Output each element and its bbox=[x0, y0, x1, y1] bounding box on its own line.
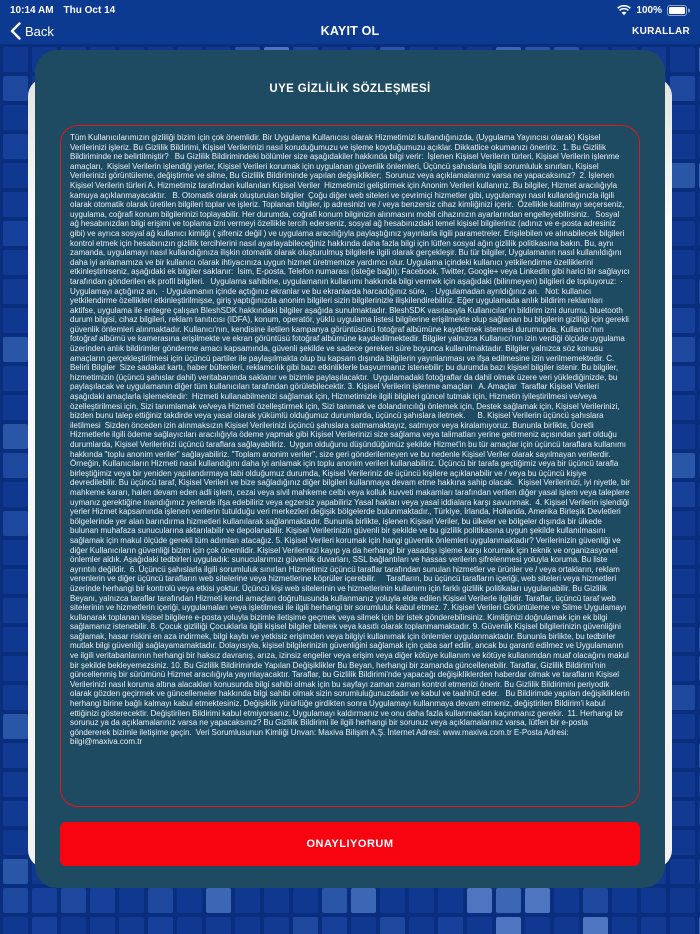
mosaic-tile bbox=[554, 888, 579, 913]
mosaic-tile bbox=[32, 917, 57, 934]
battery-icon bbox=[667, 5, 690, 16]
mosaic-tile bbox=[670, 105, 695, 130]
mosaic-tile bbox=[525, 917, 550, 934]
mosaic-tile bbox=[3, 221, 28, 246]
mosaic-tile bbox=[3, 627, 28, 652]
mosaic-tile bbox=[641, 917, 666, 934]
mosaic-tile bbox=[177, 917, 202, 934]
mosaic-tile bbox=[3, 511, 28, 536]
mosaic-tile bbox=[3, 366, 28, 391]
mosaic-tile bbox=[3, 714, 28, 739]
mosaic-tile bbox=[380, 917, 405, 934]
mosaic-tile bbox=[3, 47, 28, 72]
agreement-scroll-area[interactable] bbox=[60, 125, 640, 807]
mosaic-tile bbox=[438, 917, 463, 934]
mosaic-tile bbox=[525, 888, 550, 913]
mosaic-tile bbox=[3, 424, 28, 449]
mosaic-tile bbox=[3, 105, 28, 130]
mosaic-tile bbox=[119, 917, 144, 934]
mosaic-tile bbox=[3, 192, 28, 217]
mosaic-tile bbox=[670, 453, 695, 478]
mosaic-tile bbox=[90, 917, 115, 934]
chevron-left-icon bbox=[10, 22, 21, 40]
mosaic-tile bbox=[3, 685, 28, 710]
mosaic-tile bbox=[206, 917, 231, 934]
mosaic-tile bbox=[670, 163, 695, 188]
mosaic-tile bbox=[3, 250, 28, 275]
mosaic-tile bbox=[3, 859, 28, 884]
mosaic-tile bbox=[148, 917, 173, 934]
mosaic-tile bbox=[293, 917, 318, 934]
mosaic-tile bbox=[293, 888, 318, 913]
mosaic-tile bbox=[670, 772, 695, 797]
header bbox=[0, 0, 700, 44]
mosaic-tile bbox=[3, 830, 28, 855]
mosaic-tile bbox=[670, 482, 695, 507]
mosaic-tile bbox=[496, 917, 521, 934]
mosaic-tile bbox=[467, 917, 492, 934]
mosaic-tile bbox=[206, 888, 231, 913]
mosaic-tile bbox=[3, 482, 28, 507]
mosaic-tile bbox=[3, 134, 28, 159]
mosaic-tile bbox=[583, 917, 608, 934]
mosaic-tile bbox=[90, 888, 115, 913]
agreement-title: UYE GİZLİLİK SÖZLEŞMESİ bbox=[269, 83, 431, 95]
mosaic-tile bbox=[670, 250, 695, 275]
mosaic-tile bbox=[3, 917, 28, 934]
mosaic-tile bbox=[612, 917, 637, 934]
mosaic-tile bbox=[61, 888, 86, 913]
mosaic-tile bbox=[670, 714, 695, 739]
mosaic-tile bbox=[3, 540, 28, 565]
mosaic-tile bbox=[612, 888, 637, 913]
mosaic-tile bbox=[3, 772, 28, 797]
mosaic-tile bbox=[496, 888, 521, 913]
mosaic-tile bbox=[670, 192, 695, 217]
mosaic-tile bbox=[3, 279, 28, 304]
mosaic-tile bbox=[264, 917, 289, 934]
mosaic-tile bbox=[3, 76, 28, 101]
mosaic-tile bbox=[670, 424, 695, 449]
mosaic-tile bbox=[670, 308, 695, 333]
mosaic-tile bbox=[670, 134, 695, 159]
mosaic-tile bbox=[554, 917, 579, 934]
mosaic-tile bbox=[670, 540, 695, 565]
mosaic-tile bbox=[583, 888, 608, 913]
battery-percent: 100% bbox=[636, 4, 662, 16]
mosaic-tile bbox=[641, 888, 666, 913]
mosaic-tile bbox=[670, 743, 695, 768]
mosaic-tile bbox=[3, 656, 28, 681]
status-time: 10:14 AM bbox=[10, 4, 54, 16]
mosaic-tile bbox=[670, 47, 695, 72]
mosaic-tile bbox=[670, 337, 695, 362]
mosaic-tile bbox=[670, 656, 695, 681]
mosaic-tile bbox=[670, 395, 695, 420]
mosaic-tile bbox=[322, 888, 347, 913]
mosaic-tile bbox=[670, 76, 695, 101]
mosaic-tile bbox=[322, 917, 347, 934]
rules-button[interactable]: KURALLAR bbox=[632, 25, 690, 37]
mosaic-tile bbox=[670, 569, 695, 594]
mosaic-tile bbox=[119, 888, 144, 913]
mosaic-tile bbox=[467, 888, 492, 913]
mosaic-tile bbox=[409, 917, 434, 934]
back-button[interactable] bbox=[10, 22, 54, 40]
mosaic-tile bbox=[3, 801, 28, 826]
mosaic-tile bbox=[670, 685, 695, 710]
mosaic-tile bbox=[3, 598, 28, 623]
mosaic-tile bbox=[438, 888, 463, 913]
mosaic-tile bbox=[3, 163, 28, 188]
mosaic-tile bbox=[351, 917, 376, 934]
mosaic-tile bbox=[670, 801, 695, 826]
mosaic-tile bbox=[61, 917, 86, 934]
mosaic-tile bbox=[3, 337, 28, 362]
page-title: KAYIT OL bbox=[320, 24, 380, 38]
mosaic-tile bbox=[3, 395, 28, 420]
mosaic-tile bbox=[670, 888, 695, 913]
mosaic-tile bbox=[3, 569, 28, 594]
privacy-agreement-panel bbox=[35, 50, 665, 888]
status-date: Thu Oct 14 bbox=[63, 4, 116, 16]
mosaic-tile bbox=[148, 888, 173, 913]
approve-button[interactable]: ONAYLIYORUM bbox=[60, 822, 640, 866]
mosaic-tile bbox=[351, 888, 376, 913]
mosaic-tile bbox=[264, 888, 289, 913]
mosaic-tile bbox=[177, 888, 202, 913]
mosaic-tile bbox=[235, 917, 260, 934]
mosaic-tile bbox=[670, 830, 695, 855]
agreement-text: Tüm Kullanıcılarımızın gizliliği bizim için çok önemlidir. Bir Uygulama Kullanıcısı olarak Hizmetimizi kullandığınızda, (Uygulama Yayıncısı olarak) Kişisel Verilerinizi işleriz. Bu Gizlilik Bildirimi, Kişisel Verilerinizi nasıl koruduğumuzu ve işleme koyduğumuzu açıklar. Dikkatlice okumanızı öneririz. 1. Bu Gizlilik Bildiriminde ne belirtilmiştir? Bu Gizlilik Bildirimindeki bölümler size aşağıdakiler hakkında bilgi verir: İşlenen Kişisel Verilerin türleri, Kişisel Verilerin işlenme amaçları, Kişisel Verilerin işlendiği yerler, Kişisel Verileri korumak için uygulanan güvenlik önlemleri, Üçüncü şahıslarla ilgili sorumluluk sınırları, Kişisel Verilerinizi görüntüleme, değiştirme ve silme, Bu Gizlilik Bildiriminde yapılan değişiklikler; Sorunuz veya açıklamalarınız varsa ne yapacaksınız? 2. İşlenen Kişisel Verilerin türleri A. Hizmetimiz tarafından kullanılan Kişisel Veriler Hizmetimizi geliştirmek için Anonim Verileri kullanırız. Bu bilgiler, Hizmet aracılığıyla kamuya açıklanmayacaktır. B. Otomatik olarak oluşturulan bilgiler Çoğu diğer web siteleri ve çevrimiçi hizmetler gibi, uygulamayı nasıl kullandığınızla ilgili olarak otomatik olarak üretilen bilgileri toplar ve işleriz. Toplanan bilgiler, ip adresinizi ve / veya benzersiz cihaz kimliğinizi içerir. Özellikle katılmayı seçerseniz, uygulama, coğrafi konum bilgilerinizi toplayabilir. Her durumda, coğrafi konum bilginizin alınmasını mobil cihazınızın ayarlarından engelleyebilirsiniz. Sosyal ağ hesabınızdan bilgi erişimi ve toplama izni vermeyi özellikle tercih ederseniz, sosyal ağ hesabınızdaki temel kişisel bilgileriniz (adınız ve e-posta adresiniz gibi) ve ayrıca sosyal ağ kullanıcı kimliği ( şifreniz değil ) ve uygulama aracılığıyla paylaştığınız yayınlarla ilgili parametreler. Erişilebilen ve alınabilecek bilgileri kontrol etmek için hesabınızın gizlilik tercihlerini nasıl ayarlayabileceğiniz hakkında daha fazla bilgi için lütfen sosyal ağın gizlilik politikasına bakın. Bu, aynı zamanda, uygulamayı nasıl kullandığınıza ilişkin otomatik olarak oluşturulmuş bilgilerle ilgili olarak gerçekleşir. Bu tür bilgiler, Uygulamanın nasıl kullanıldığını daha iyi anlamamıza ve bir kullanıcı olarak ihtiyacınıza uygun hizmet üretmemize yardımcı olur. Uygulama içindeki kullanıcı yetkilendirme özelliklerini etkinleştirirseniz, aşağıdaki ek bilgiler saklanır: İsim, E-posta, Telefon numarası (isteğe bağlı); Facebook, Twitter, Google+ veya LinkedIn gibi harici bir sağlayıcı tarafından gönderilen ek profil bilgileri. Uygulama sahibine, uygulamanın kullanımı hakkında bilgi vermek için aşağıdaki (bilinmeyen) bilgileri de topluyoruz: · Uygulamayı açtığınız an, · Uygulamanın içinde açtığınız ekranlar ve bu ekranlarda harcadığınız süre, · Uygulamadan ayrıldığınız an. Not: kullanıcı yetkilendirme özellikleri etkinleştirilmişse, giriş yaptığınızda anonim bilgileri sizin bilgilerinizle ilişkilendirebiliriz. Eğer uygulamada anlık bildirim reklamları aktifse, uygulama ile entegre çalışan BleshSDK hakkındaki bilgiler aşağıda sunulmaktadır. BleshSDK vasıtasıyla Kullanıcılar'ın bildirim izni durumu, bluetooth durum bilgisi, cihaz bilgileri, reklam tanıtıcısı (IDFA), konum, operatör, yüklü uygulama listesi bilgilerine erişilmekte olup sağlanan bu bilgilerin gizliliği için gerekli güvenlik önlemleri alınmaktadır. Kullanıcı'nın, kendisine iletilen kampanya görüntüsünü fotoğraf albümüne kaydetmek istemesi durumunda, Kullanıcı'nın fotoğraf albümü ve kamerasına erişilmekte ve ekran görüntüsü fotoğraf albümüne kaydedilmektedir. Bilgiler yalnızca Kullanıcı'nın izin verdiği ölçüde uygulama üzerinden anlık bildirimler gönderme amacı kapsamında, güvenli şekilde ve sadece gereken süre boyunca kullanılmaktadır. Bilgiler yalnızca söz konusu amaçların gerçekleştirilmesi için üçüncü partiler ile paylaşılmakta olup bu kapsam dışında bilgilerin yayınlanması ve ifşa edilmesine izin verilmemektedir. C. Belirli Bilgiler Size sadakat kartı, haber bültenleri, reklamcılık gibi bazı etkinliklerle başvurmanız istenebilir; bu durumda bazı kişisel bilgiler istenir. Bu bilgiler, hizmetimizin (üçüncü şahıslar dahil) veritabanında saklanır ve bizimle paylaşılacaktır. Uygulamadaki fotoğraflar da dahil olmak üzere veri yüklediğinizde, bu paylaşılacak ve uygulamanın diğer tüm kullanıcıları tarafından görülebilecektir. 3. Kişisel Verilerin işlenme amaçları A. Amaçlar Taraflar Kişisel Verileri aşağıdaki amaçlarla işlemektedir: Hizmeti kullanabilmenizi sağlamak için, Hizmetimizle ilgili bilgileri güncel tutmak için, Hizmetin iyileştirilmesi ve/veya özelleştirilmesi için, Sizi tanımlamak ve/veya Hizmeti özelleştirmek için, Sizi tanımak ve dolandırıcılığı önlemek için, Destek sağlamak için, Kişisel Verilerinizi, bizden bunu talep ettiğiniz takdirde veya yasal olarak yükümlü olduğumuz durumlarda, üçüncü şahıslara iletmek. B. Kişisel Verilerin üçüncü şahıslara iletilmesi Sizden önceden izin alınmaksızın Kişisel Verilerinizi üçüncü şahıslara satmamaktayız, satmıyor veya kiralamıyoruz. Bununla birlikte, Ücretli Hizmetlerle ilgili ödeme sağlayıcıları aracılığıyla ödeme yapmak gibi Kişisel Verilerinizi size sağlama veya talimatları yerine getirmeniz açısından şart olduğu durumlarda, Kişisel Verilerinizi üçüncü taraflara sağlayabiliriz. Uygun olduğunu düşündüğümüz şekilde Hizmet'in bu tür amaçlar için üçüncü taraflara kullanımı hakkında "toplu anonim veriler" sağlayabiliriz. "Toplam anonim veriler", size geri gönderilemeyen ve bu nedenle Kişisel Veriler olarak sayılmayan verilerdir. Örneğin, Kullanıcıların Hizmeti nasıl kullandığını daha iyi anlamak için toplu anonim verileri kullanabiliriz. Üçüncü bir tarafa geçtiğimiz veya bir üçüncü tarafla birleştiğimiz veya bir yeniden yapılandırmaya tabi olduğumuz durumda, Kişisel Verileriniz de üçüncü kişilere açıklanabilir ve / veya bu üçüncü kişiye devredilebilir. Bu üçüncü taraf, Kişisel Verileri ve bize sağladığınız diğer bilgileri kullanmaya devam etme hakkına sahip olacak. Kişisel Verilerinizi, iyi niyetle, bir mahkeme kararı, halen devam eden adli işlem, cezai veya sivil mahkeme celbi veya kolluk kuvveti makamları tarafından verilen diğer yasal işlem veya taleplere uymanız gerektiğine inandığımız yerlerde ifşa edebiliriz veya egzersiz yapabiliriz Yasal hakları veya yasal iddialara karşı savunmak. 4. Kişisel Verilerin işlendiği yerler Hizmet kapsamında işlenen verilerin tutulduğu veri merkezleri değişik bölgelerde bulunmaktadır., Türkiye, İrlanda, Hollanda, Amerika Birleşik Devletleri bölgelerinde yer alan barındırma hizmetleri kullanılarak sağlanmaktadır. Bununla birlikte, işlenen Kişisel Veriler, bu ülkeler ve bölgeler dışında bir ülkede bulunan muhafaza sunucularına aktarılabilir ve depolanabilir. Kişisel Verilerinizin güvenli bir şekilde ve bu gizlilik politikasına uygun şekilde kullanılmasını sağlamak için makul ölçüde gerekli tüm adımları atacağız. 5. Kişisel Verileri korumak için hangi güvenlik önlemleri uygulanmaktadır? Verilerinizin güvenliği ve diğer Kullanıcıların güvenliği bizim için çok önemlidir. Kişisel Verilerinizi kayıp ya da herhangi bir yasadışı işleme karşı korumak için teknik ve organizasyonel önlemler aldık. Aşağıdaki tedbirleri uyguladık: sunucularımızı güvenlik duvarları, SSL bağlantıları ve hassas verilerin şifrelenmesi yoluyla koruma. Bu liste ayrıntılı değildir. 6. Üçüncü şahıslarla ilgili sorumluluk sınırları Hizmetimiz üçüncü taraflar tarafından sunulan hizmetler ve ürünler ve / veya ortakların, reklam verenlerin ve diğer üçüncü tarafların web sitelerine veya hizmetlerine köprüler içerebilir. Tarafların, bu üçüncü tarafların içeriği, web siteleri veya hizmetleri üzerinde herhangi bir kontrolü veya etkisi yoktur. Üçüncü kişi web sitelerinin ve hizmetlerinin kullanımı için farklı gizlilik politikaları uygulanabilir. Bu Gizlilik Beyanı, yalnızca taraflar tarafından Hizmeti kendi amaçları doğrultusunda kullanmanız yoluyla elde edilen Kişisel Verilerle ilgilidir. Taraflar, üçüncü taraf web sitelerinin ve hizmetlerin içeriği, uygulamaları veya işletilmesi ile ilgili herhangi bir sorumluluk kabul etmez. 7. Kişisel Verileri Görüntüleme ve Silme Uygulamayı kullanarak toplanan kişisel bilgilere e-posta yoluyla bizimle iletişime geçmek veya silmek için bir istek gönderebilirsiniz. Kimliğinizi doğrulamak için ek bilgi sağlamanız istenebilir. 8. Çocuk gizliliği Çocuklarla ilgili kişisel bilgiler bilerek veya kasıtlı olarak toplanmamaktadır. 9. Güvenlik Kişisel bilgilerinizin güvenliğini sağlamak, hasar riskini en aza indirmek, bilgi kaybı ve yetkisiz erişimden veya bilgiyi kullanımak için önlemler uygulanmaktadır. Bununla birlikte, bu tedbirler mutlak bilgi güvenliği sağlayamamaktadır. Dolayısıyla, kişisel bilgilerinizin güvenliğini sağlamak için çaba sarf edilir, ancak bu garanti edilmez ve Uygulamanın ve ilgili veritabanlarının herhangi bir haksız davranış, arıza, izinsiz engeller veya erişim veya diğer kötüye kullanım ve kötüye kullanımdan muaf olacağını makul bir şekilde bekleyemezsiniz. 10. Bu Gizlilik Bildiriminde Yapılan Değişiklikler Bu Beyan, herhangi bir zamanda güncellenebilir. Taraflar, Gizlilik Bildirimi'nin güncellenmiş bir sürümünü Hizmet aracılığıyla yayınlayacaktır. Taraflar, bu Gizlilik Bildirimi'nde yapacağı değişikliklerden haberdar olmak ve tarafların Kişisel Verilerinizi nasıl koruma altına alacakları konusunda bilgi sahibi olmak için bu sayfayı zaman zaman kontrol etmenizi önerir. Bu Gizlilik Bildirimini periyodik olarak gözden geçirmek ve güncellemeler hakkında bilgi sahibi olmak sizin sorumluluğunuzdadır ve kabul ve taahhüt eder. Bu Bildirimde yapılan değişikliklerin herhangi birine bağlı kalmayı kabul etmektesiniz. Değişiklik yürürlüğe girdikten sonra Uygulamayı kullanmaya devam etmeniz, değiştirilen Bildirim'i kabul ettiğinizi gösterecektir. Değiştirilen Bildirimi kabul etmiyorsanız, Uygulamayı kaldırmanız ve onu daha fazla kullanmaktan kaçınmanız gerekir. 11. Herhangi bir sorunuz ya da açıklamalarınız varsa ne yapacaksınız? Bu Gizlilik Bildirimi ile ilgili herhangi bir sorunuz veya açıklamalarınız varsa, lütfen bir e-posta göndererek bizimle iletişime geçin. Veri Sorumlusunun Kimliği Unvan: Maxiva Bilişim A.Ş. İnternet Adresi: www.maxiva.com.tr E-Posta Adresi: bilgi@maxiva.com.tr bbox=[70, 133, 632, 747]
mosaic-tile bbox=[380, 888, 405, 913]
mosaic-tile bbox=[670, 917, 695, 934]
mosaic-tile bbox=[670, 511, 695, 536]
mosaic-tile bbox=[235, 888, 260, 913]
mosaic-tile bbox=[670, 221, 695, 246]
navigation-bar bbox=[0, 18, 700, 44]
wifi-icon bbox=[617, 5, 631, 16]
mosaic-tile bbox=[3, 743, 28, 768]
mosaic-tile bbox=[32, 888, 57, 913]
status-bar bbox=[0, 0, 700, 20]
mosaic-tile bbox=[670, 366, 695, 391]
back-label: Back bbox=[25, 23, 54, 39]
mosaic-tile bbox=[3, 888, 28, 913]
mosaic-tile bbox=[670, 279, 695, 304]
mosaic-tile bbox=[670, 598, 695, 623]
mosaic-tile bbox=[409, 888, 434, 913]
mosaic-tile bbox=[670, 627, 695, 652]
mosaic-tile bbox=[3, 308, 28, 333]
mosaic-tile bbox=[670, 859, 695, 884]
mosaic-tile bbox=[3, 453, 28, 478]
